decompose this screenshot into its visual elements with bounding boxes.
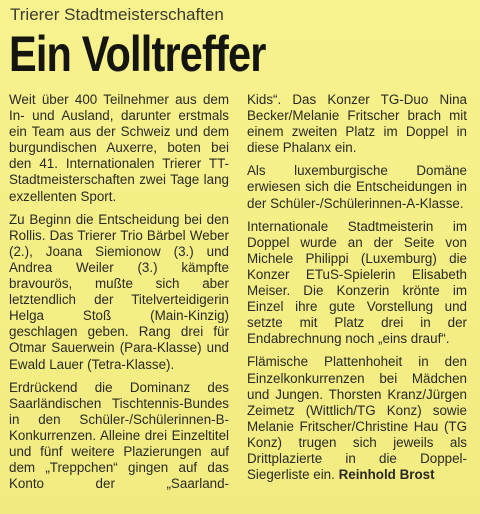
right-column — [247, 92, 467, 490]
paragraph: Zu Beginn die Entscheidung bei den Rollis. Das Trierer Trio Bärbel Weber (2.), Joana Siemionow (3.) und Andrea Weiler (3.) kämpfte bravourös, mußte sich aber letztendlich der Titelverteidigerin Helga Stoß (Main-Kinzig) geschlagen geben. Rang drei für Otmar Sauerwein (Para-Klasse) und Ewald Lauer (Tetra-Klasse). — [9, 211, 229, 372]
paragraph: Erdrückend die Dominanz des Saarländischen Tischtennis-Bundes in den Schüler-/Schülerinnen-B-Konkurrenzen. Alleine drei Einzeltitel und fünf weitere Plazierungen auf dem „Treppchen“ gingen auf das Konto der „Saarland- — [9, 379, 229, 492]
paragraph: Kids“. Das Konzer TG-Duo Nina Becker/Melanie Fritscher brach mit einem zweiten Platz im Doppel in diese Phalanx ein. — [247, 92, 467, 156]
paragraph: Als luxemburgische Domäne erwiesen sich die Entscheidungen in der Schüler-/Schülerinnen-A-Klasse. — [247, 163, 467, 211]
left-column — [9, 92, 229, 499]
paragraph-with-byline — [247, 354, 467, 483]
author-byline: Reinhold Brost — [338, 467, 435, 483]
kicker: Trierer Stadtmeisterschaften — [10, 5, 224, 24]
paragraph-text: Flämische Plattenhoheit in den Einzelkonkurrenzen bei Mädchen und Jungen. Thorsten Kranz/Jürgen Zeimetz (Wittlich/TG Konz) sowie Melanie Fritscher/Christine Hau (TG Konz) trugen sich jeweils als Drittplazierte in die Doppel-Siegerliste ein. — [247, 354, 467, 483]
headline: Ein Volltreffer — [9, 26, 266, 82]
paragraph: Weit über 400 Teilnehmer aus dem In- und Ausland, darunter erstmals ein Team aus der Schweiz und dem burgundischen Auxerre, boten bei den 41. Internationalen Trierer TT-Stadtmeisterschaften zwei Tage lang exzellenten Sport. — [9, 92, 229, 204]
paragraph: Internationale Stadtmeisterin im Doppel wurde an der Seite von Michele Philippi (Luxemburg) die Konzer ETuS-Spielerin Elisabeth Meiser. Die Konzerin krönte im Einzel ihre gute Vorstellung und setzte mit Platz drei in der Endabrechnung noch „eins drauf“. — [247, 218, 467, 347]
